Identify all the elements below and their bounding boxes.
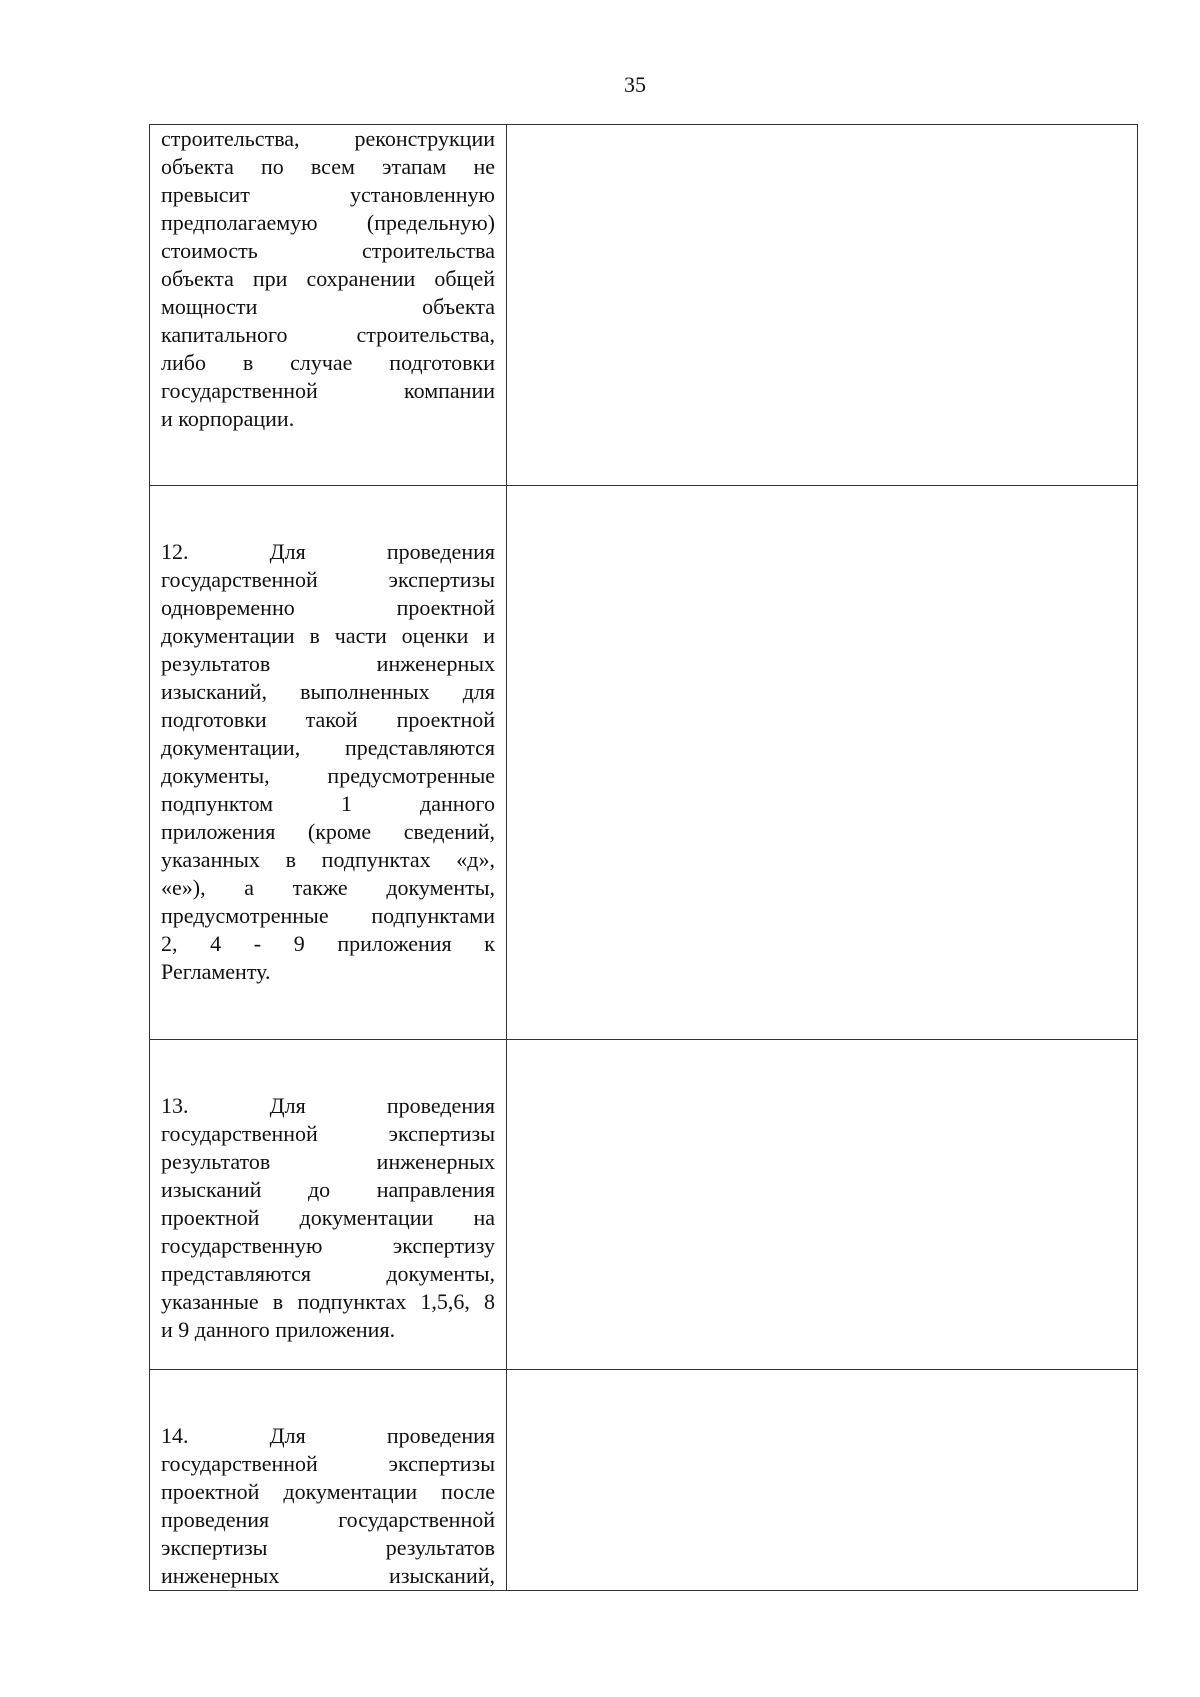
text-line: результатов инженерных [161, 651, 495, 676]
table-cell-right [507, 1040, 1138, 1370]
text-line: государственную экспертизу [161, 1233, 495, 1258]
text-line: документации, представляются [161, 735, 495, 760]
text-line: капитального строительства, [161, 322, 495, 347]
text-line: подготовки такой проектной [161, 707, 495, 732]
text-line: документы, предусмотренные [161, 763, 495, 788]
text-line: государственной компании [161, 378, 495, 403]
text-line: 14. Для проведения [161, 1423, 495, 1448]
text-line: объекта по всем этапам не [161, 154, 495, 179]
text-line: проектной документации на [161, 1205, 495, 1230]
page-number: 35 [624, 72, 646, 97]
table-cell-left [150, 1370, 507, 1591]
table-row [150, 1040, 1138, 1370]
text-line: одновременно проектной [161, 595, 495, 620]
text-line: указанных в подпунктах «д», [161, 847, 495, 872]
cell-text [150, 1040, 506, 1344]
text-line: объекта при сохранении общей [161, 266, 495, 291]
text-line: мощности объекта [161, 294, 495, 319]
text-line: предусмотренные подпунктами [161, 903, 495, 928]
table-row [150, 125, 1138, 486]
text-line: изысканий до направления [161, 1177, 495, 1202]
text-line: инженерных изысканий, [161, 1563, 495, 1588]
text-line: результатов инженерных [161, 1149, 495, 1174]
text-line: либо в случае подготовки [161, 350, 495, 375]
text-line: стоимость строительства [161, 238, 495, 263]
text-line: подпунктом 1 данного [161, 791, 495, 816]
cell-text [150, 125, 506, 433]
table-cell-right [507, 1370, 1138, 1591]
text-line: экспертизы результатов [161, 1535, 495, 1560]
table-cell-left [150, 125, 507, 486]
table-cell-right [507, 125, 1138, 486]
text-line: строительства, реконструкции [161, 126, 495, 151]
text-line: 13. Для проведения [161, 1093, 495, 1118]
text-line: и корпорации. [161, 406, 295, 431]
text-line: 2, 4 - 9 приложения к [161, 931, 495, 956]
text-line: приложения (кроме сведений, [161, 819, 495, 844]
text-line: проектной документации после [161, 1479, 495, 1504]
text-line: государственной экспертизы [161, 1121, 495, 1146]
text-line: государственной экспертизы [161, 1451, 495, 1476]
table-row [150, 1370, 1138, 1591]
text-line: государственной экспертизы [161, 567, 495, 592]
text-line: «е»), а также документы, [161, 875, 495, 900]
cell-text [150, 486, 506, 986]
table-cell-left [150, 486, 507, 1040]
text-line: превысит установленную [161, 182, 495, 207]
text-line: указанные в подпунктах 1,5,6, 8 [161, 1289, 495, 1314]
text-line: изысканий, выполненных для [161, 679, 495, 704]
text-line: Регламенту. [161, 959, 271, 984]
text-line: 12. Для проведения [161, 539, 495, 564]
text-line: представляются документы, [161, 1261, 495, 1286]
text-line: предполагаемую (предельную) [161, 210, 495, 235]
table-row [150, 486, 1138, 1040]
table-cell-left [150, 1040, 507, 1370]
text-line: документации в части оценки и [161, 623, 495, 648]
text-line: проведения государственной [161, 1507, 495, 1532]
cell-text [150, 1370, 506, 1590]
text-line: и 9 данного приложения. [161, 1317, 396, 1342]
table-cell-right [507, 486, 1138, 1040]
requirements-table [149, 124, 1138, 1591]
